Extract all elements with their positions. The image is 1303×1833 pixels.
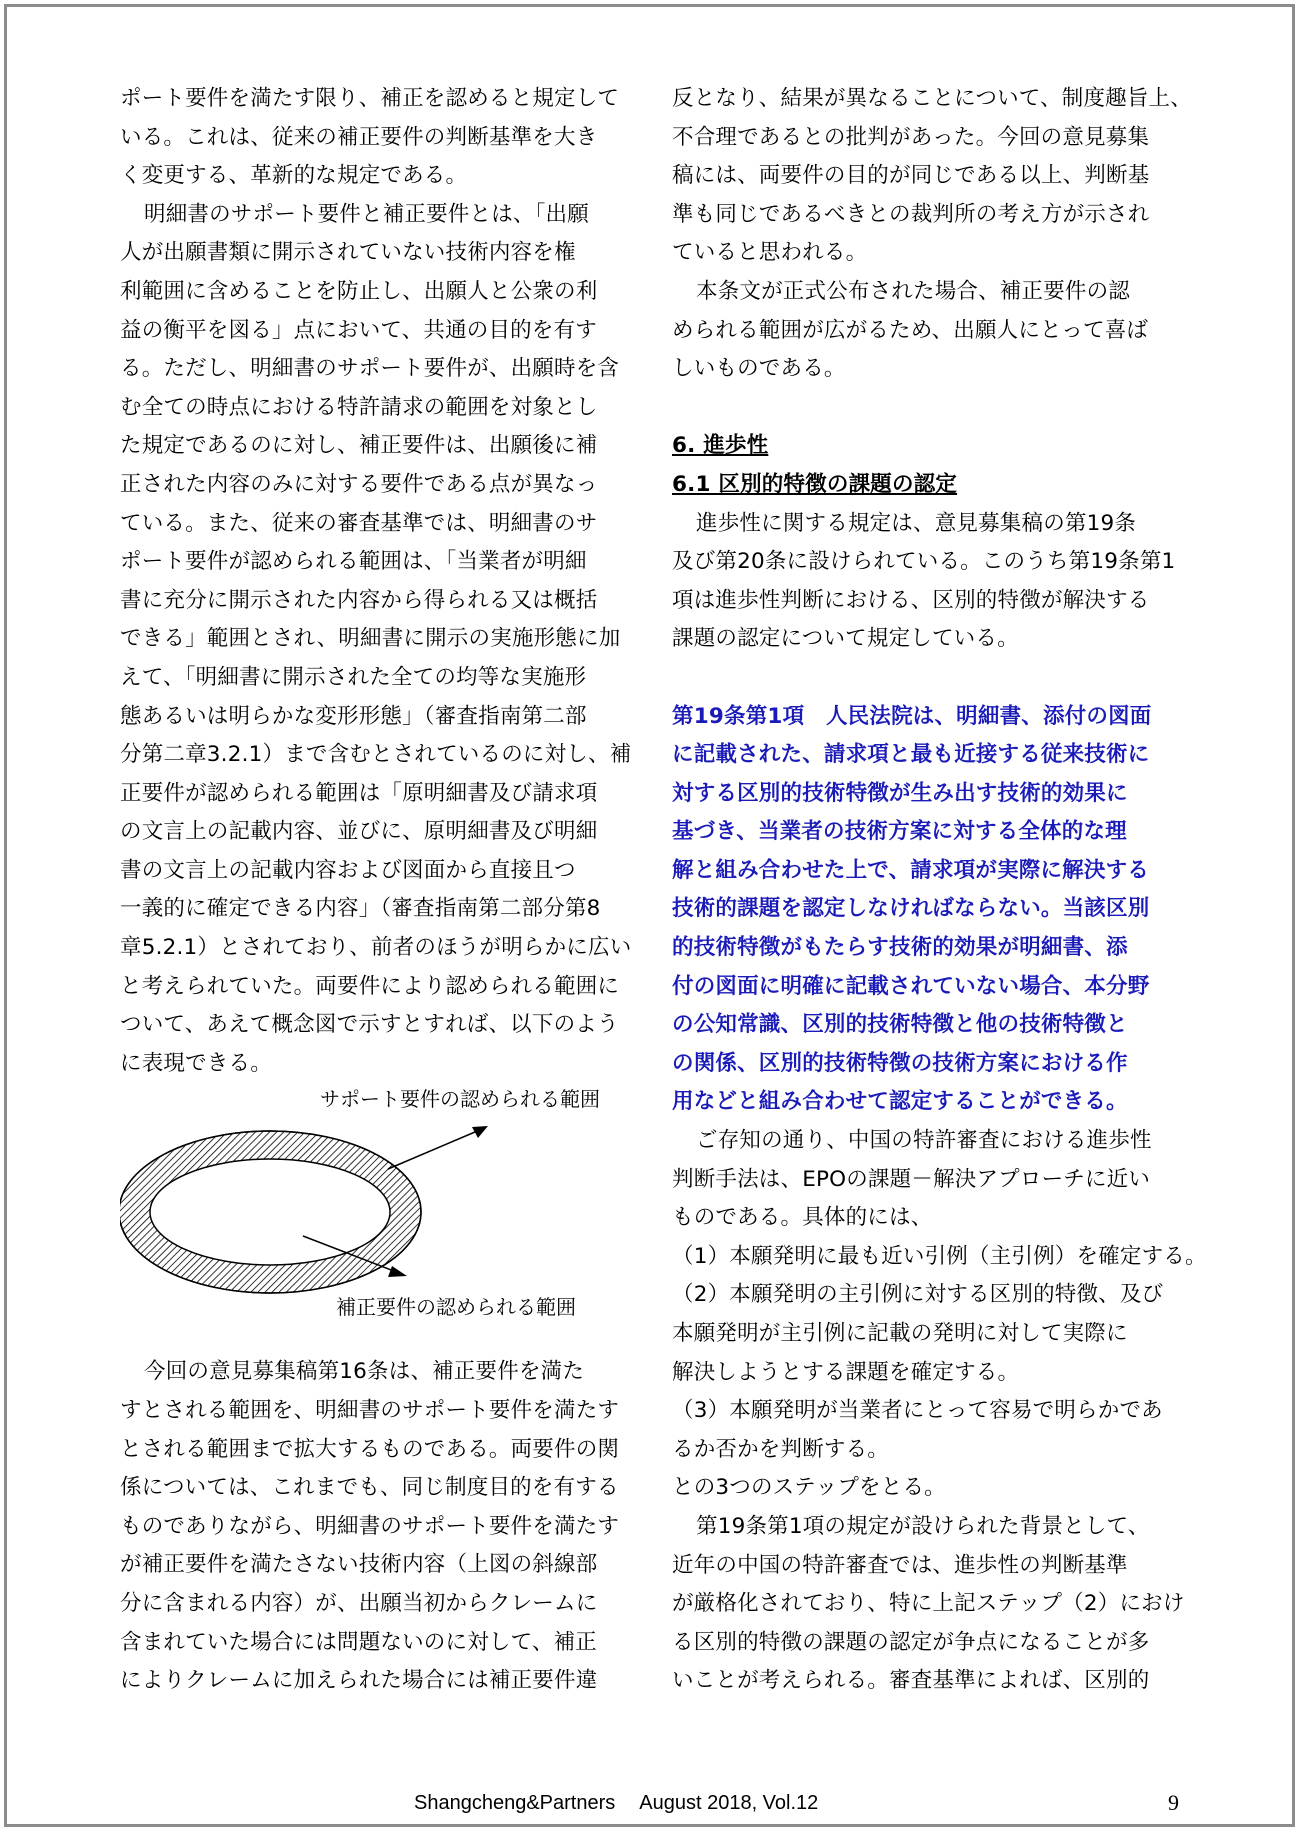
step-line: 本願発明が主引例に記載の発明に対して実際に [672, 1321, 1128, 1346]
paragraph-left-3 [120, 1353, 640, 1700]
text-line: 判断手法は、EPOの課題－解決アプローチに近い [672, 1166, 1151, 1192]
text-line: 人が出願書類に開示されていない技術内容を権 [120, 240, 576, 266]
step-line: 解決しようとする課題を確定する。 [672, 1359, 1020, 1385]
footer-issue: August 2018, Vol.12 [639, 1792, 819, 1814]
text-line: ポート要件が認められる範囲は、「当業者が明細 [120, 549, 587, 575]
text-line: 近年の中国の特許審査では、進歩性の判断基準 [672, 1552, 1128, 1578]
text-line: 本条文が正式公布された場合、補正要件の認 [696, 278, 1131, 304]
text-line: 稿には、両要件の目的が同じである以上、判断基 [672, 163, 1150, 189]
quote-line: 技術的課題を認定しなければならない。当該区別 [672, 896, 1150, 922]
text-line: 一義的に確定できる内容」（審査指南第二部分第8 [120, 896, 601, 922]
text-line: 利範囲に含めることを防止し、出願人と公衆の利 [120, 278, 598, 304]
text-line: 課題の認定について規定している。 [672, 626, 1019, 652]
text-line: 準も同じであるべきとの裁判所の考え方が示され [672, 201, 1150, 227]
step-line: （3）本願発明が当業者にとって容易で明らかであ [672, 1398, 1163, 1424]
text-line: ご存知の通り、中国の特許審査における進歩性 [696, 1128, 1152, 1154]
paragraph-right-2 [672, 273, 1192, 389]
article-quote [672, 698, 1192, 1123]
text-line: が厳格化されており、特に上記ステップ（2）におけ [672, 1591, 1185, 1617]
text-line: た規定であるのに対し、補正要件は、出願後に補 [120, 433, 598, 459]
quote-line: の公知常識、区別的技術特徴と他の技術特徴と [672, 1012, 1128, 1038]
quote-line: に記載された、請求項と最も近接する従来技術に [672, 742, 1150, 768]
quote-line: 付の図面に明確に記載されていない場合、本分野 [672, 973, 1150, 999]
step-line: （1）本願発明に最も近い引例（主引例）を確定する。 [672, 1243, 1207, 1269]
text-line: すとされる範囲を、明細書のサポート要件を満たす [120, 1398, 620, 1424]
steps-list [672, 1238, 1207, 1508]
text-line: 益の衡平を図る」点において、共通の目的を有す [120, 317, 597, 343]
text-line: 反となり、結果が異なることについて、制度趣旨上、 [672, 86, 1192, 111]
text-line: えて、「明細書に開示された全ての均等な実施形 [120, 664, 587, 690]
text-line: いる。これは、従来の補正要件の判断基準を大き [120, 124, 598, 150]
quote-line: 的技術特徴がもたらす技術的効果が明細書、添 [672, 935, 1128, 961]
text-line: く変更する、革新的な規定である。 [120, 163, 468, 189]
text-line: 今回の意見募集稿第16条は、補正要件を満た [144, 1359, 585, 1385]
section-heading: 6. 進歩性 [672, 433, 769, 459]
scope-diagram [120, 1083, 640, 1333]
footer-publisher: Shangcheng&Partners [414, 1792, 616, 1814]
subsection-heading: 6.1 区別的特徴の課題の認定 [672, 471, 958, 497]
amendment-scope-inner [150, 1159, 390, 1265]
text-line: 正された内容のみに対する要件である点が異なっ [120, 471, 598, 497]
text-line: ついて、あえて概念図で示すとすれば、以下のよう [120, 1012, 619, 1038]
text-line: ものである。具体的には、 [672, 1205, 933, 1231]
text-line: 含まれていた場合には問題ないのに対して、補正 [120, 1629, 597, 1655]
text-line: 章5.2.1）とされており、前者のほうが明らかに広い [120, 935, 632, 961]
text-line: む全ての時点における特許請求の範囲を対象とし [120, 394, 598, 420]
text-line: の文言上の記載内容、並びに、原明細書及び明細 [120, 819, 598, 845]
text-line: 書に充分に開示された内容から得られる又は概括 [120, 587, 598, 613]
page-footer [414, 1792, 818, 1815]
quote-line: の関係、区別的技術特徴の技術方案における作 [672, 1050, 1128, 1076]
text-line: が補正要件を満たさない技術内容（上図の斜線部 [120, 1552, 598, 1578]
text-line: 及び第20条に設けられている。このうち第19条第1 [672, 549, 1176, 575]
text-line: 明細書のサポート要件と補正要件とは、「出願 [144, 201, 589, 227]
text-line: しいものである。 [672, 356, 846, 382]
right-column [672, 80, 1207, 1701]
text-line: められる範囲が広がるため、出願人にとって喜ば [672, 317, 1149, 343]
text-line: 第19条第1項の規定が設けられた背景として、 [696, 1513, 1150, 1539]
quote-line: 基づき、当業者の技術方案に対する全体的な理 [672, 819, 1127, 845]
text-line: ものでありながら、明細書のサポート要件を満たす [120, 1513, 620, 1539]
text-line: できる」範囲とされ、明細書に開示の実施形態に加 [120, 626, 621, 652]
text-line: る区別的特徴の課題の認定が争点になることが多 [672, 1629, 1150, 1655]
paragraph-right-1 [672, 80, 1192, 273]
text-line: 書の文言上の記載内容および図面から直接且つ [120, 857, 576, 883]
quote-line: 対する区別的技術特徴が生み出す技術的効果に [672, 780, 1128, 806]
text-line: と考えられていた。両要件により認められる範囲に [120, 973, 620, 999]
quote-line: 用などと組み合わせて認定することができる。 [672, 1089, 1128, 1115]
text-line: 態あるいは明らかな変形形態」（審査指南第二部 [120, 703, 587, 729]
text-line: 項は進歩性判断における、区別的特徴が解決する [672, 587, 1150, 613]
text-line: いことが考えられる。審査基準によれば、区別的 [672, 1668, 1150, 1694]
arrow-line-support [388, 1129, 482, 1169]
text-line: 不合理であるとの批判があった。今回の意見募集 [672, 124, 1150, 150]
paragraph-left-1 [120, 80, 640, 196]
text-line: に表現できる。 [120, 1050, 272, 1076]
quote-line: 第19条第1項 人民法院は、明細書、添付の図面 [672, 703, 1152, 729]
text-line: 分に含まれる内容）が、出願当初からクレームに [120, 1591, 598, 1616]
paragraph-right-4 [672, 1122, 1192, 1238]
text-line: とされる範囲まで拡大するものである。両要件の関 [120, 1436, 620, 1462]
paragraph-right-3 [672, 505, 1192, 659]
text-line: 正要件が認められる範囲は「原明細書及び請求項 [120, 780, 598, 806]
left-column [120, 80, 640, 1701]
step-line: るか否かを判断する。 [672, 1436, 890, 1462]
text-line: によりクレームに加えられた場合には補正要件違 [120, 1668, 598, 1694]
text-line: 係については、これまでも、同じ制度目的を有する [120, 1475, 619, 1501]
arrowhead-amendment [388, 1266, 407, 1277]
step-line: との3つのステップをとる。 [672, 1475, 946, 1501]
quote-line: 解と組み合わせた上で、請求項が実際に解決する [672, 857, 1149, 883]
paragraph-left-2 [120, 196, 640, 1084]
step-line: （2）本願発明の主引例に対する区別的特徴、及び [672, 1282, 1164, 1308]
text-line: 分第二章3.2.1）まで含むとされているのに対し、補 [120, 742, 632, 768]
text-line: ていると思われる。 [672, 240, 868, 266]
text-line: ている。また、従来の審査基準では、明細書のサ [120, 510, 598, 536]
diagram-label-support: サポート要件の認められる範囲 [320, 1087, 600, 1112]
text-line: ポート要件を満たす限り、補正を認めると規定して [120, 86, 620, 111]
text-line: る。ただし、明細書のサポート要件が、出願時を含 [120, 356, 620, 382]
diagram-label-amendment: 補正要件の認められる範囲 [336, 1295, 576, 1320]
page-number: 9 [1168, 1790, 1179, 1815]
paragraph-right-5 [672, 1508, 1192, 1701]
text-line: 進歩性に関する規定は、意見募集稿の第19条 [696, 510, 1137, 536]
